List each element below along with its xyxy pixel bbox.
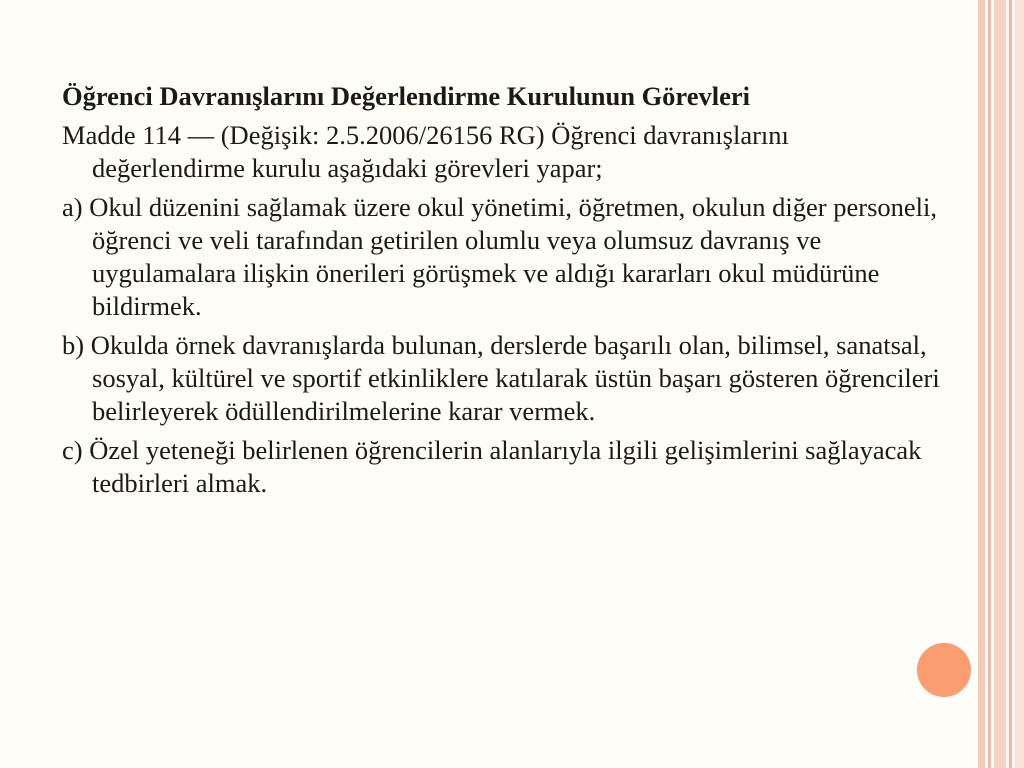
decorative-stripe [1009, 0, 1012, 768]
article-intro: Madde 114 — (Değişik: 2.5.2006/26156 RG) Öğrenci davranışlarını değerlendirme kurulu aşağıdaki görevleri yapar; [62, 120, 789, 183]
duty-item-a: a) Okul düzenini sağlamak üzere okul yönetimi, öğretmen, okulun diğer personeli, öğrenci ve veli tarafından getirilen olumlu veya olumsuz davranış ve uygulamalara ilişkin önerileri görüşmek ve aldığı kararları okul müdürüne bildirmek. [62, 192, 937, 321]
decorative-circle [914, 640, 974, 700]
decorative-stripe [994, 0, 1006, 768]
duty-item-b: b) Okulda örnek davranışlarda bulunan, derslerde başarılı olan, bilimsel, sanatsal, sosyal, kültürel ve sportif etkinliklere katılarak üstün başarı gösteren öğrencileri belirleyerek ödüllendirilmelerine karar vermek. [62, 330, 940, 426]
duty-item-c: c) Özel yeteneği belirlenen öğrencilerin alanlarıyla ilgili gelişimlerini sağlayacak tedbirleri almak. [62, 435, 922, 498]
decorative-stripe [978, 0, 985, 768]
slide-title: Öğrenci Davranışlarını Değerlendirme Kurulunun Görevleri [62, 81, 750, 111]
slide-body [62, 80, 942, 506]
decorative-stripe [988, 0, 991, 768]
decorative-stripe [1015, 0, 1024, 768]
